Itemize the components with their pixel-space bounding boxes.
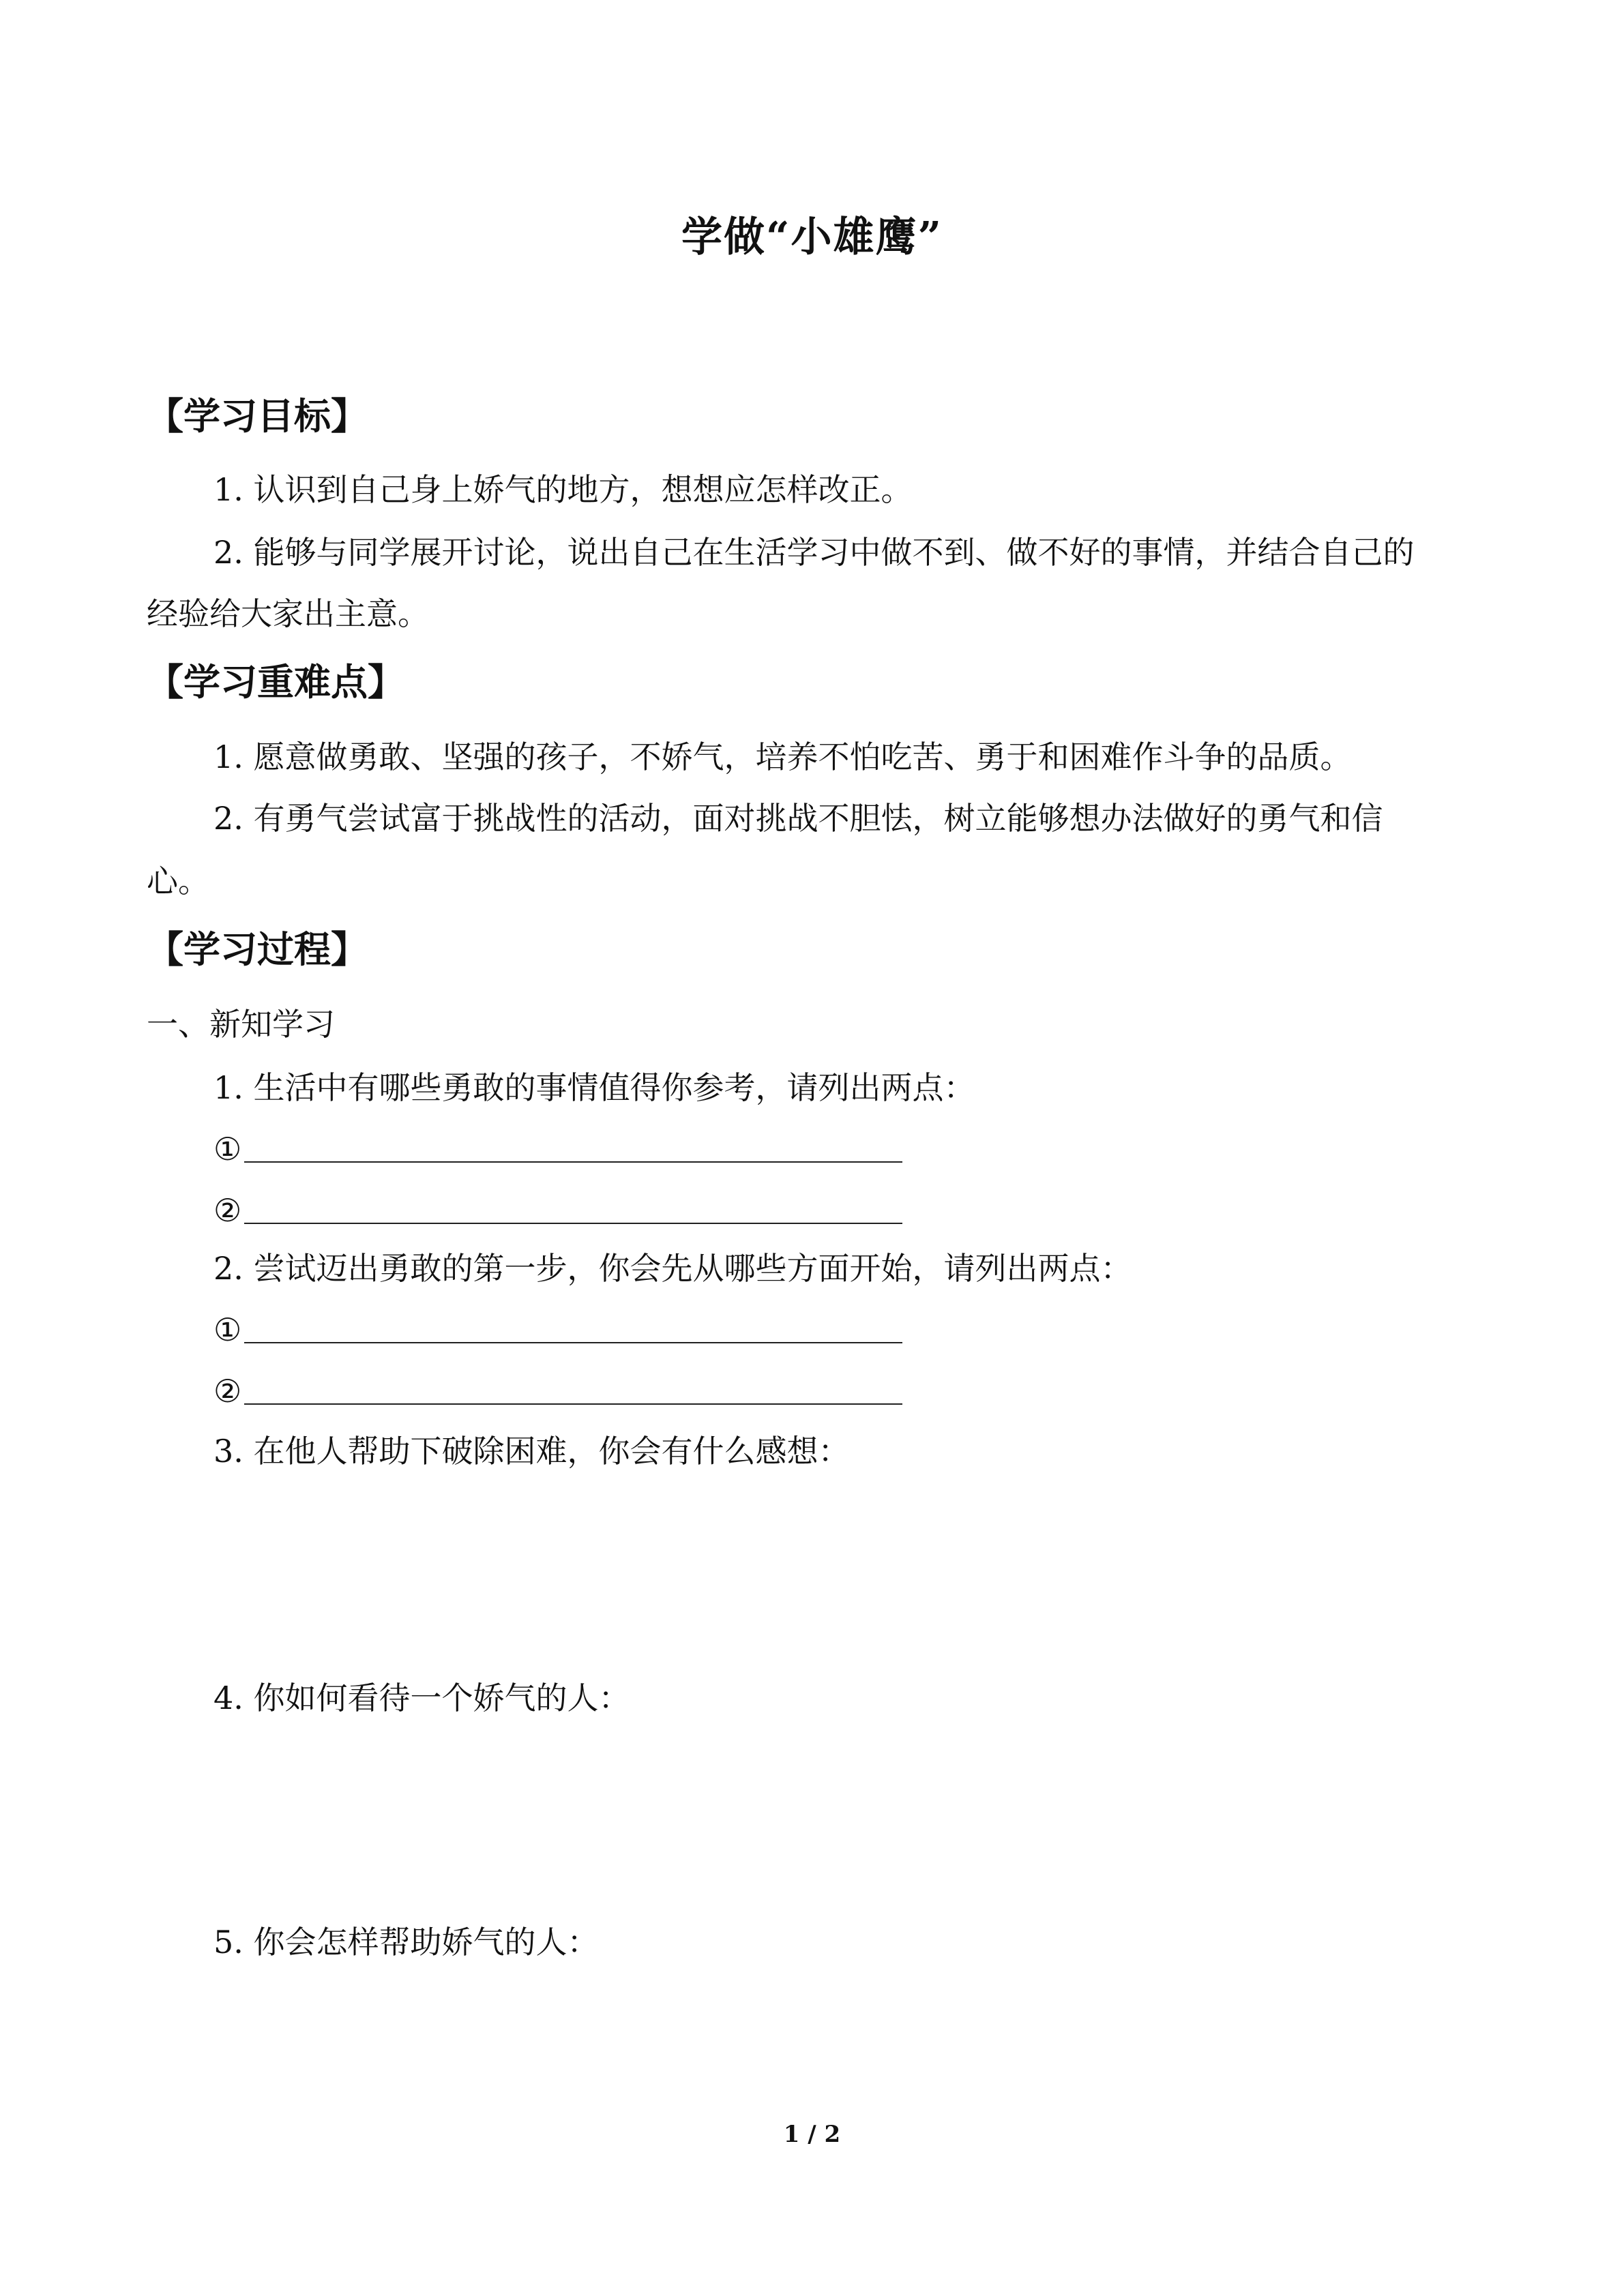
- answer-line-q1-2[interactable]: [213, 1190, 902, 1231]
- answer-line-q2-1[interactable]: [213, 1309, 902, 1350]
- page-title: 学做“小雄鹰”: [681, 213, 943, 261]
- circled-number-1: ①: [213, 1131, 242, 1167]
- question-2: 2. 尝试迈出勇敢的第一步，你会先从哪些方面开始，请列出两点：: [213, 1250, 1132, 1287]
- answer-underline: [244, 1221, 902, 1224]
- circled-number-2: ②: [213, 1373, 242, 1410]
- circled-number-1: ①: [213, 1311, 242, 1348]
- answer-line-q2-2[interactable]: [213, 1371, 902, 1412]
- section-heading-process: 【学习过程】: [147, 928, 368, 971]
- key-point-item-2: 2. 有勇气尝试富于挑战性的活动，面对挑战不胆怯，树立能够想办法做好的勇气和信: [213, 800, 1383, 837]
- answer-underline: [244, 1160, 902, 1163]
- goal-item-2: 2. 能够与同学展开讨论，说出自己在生活学习中做不到、做不好的事情，并结合自己的: [213, 534, 1415, 571]
- question-4: 4. 你如何看待一个娇气的人：: [213, 1680, 630, 1716]
- key-point-item-2-continued: 心。: [147, 863, 209, 899]
- page-number: 1 / 2: [783, 2121, 841, 2148]
- section-heading-goals: 【学习目标】: [147, 395, 368, 438]
- goal-item-2-continued: 经验给大家出主意。: [147, 595, 429, 632]
- answer-line-q1-1[interactable]: [213, 1129, 902, 1169]
- section-heading-key-points: 【学习重难点】: [147, 661, 404, 704]
- answer-underline: [244, 1341, 902, 1343]
- question-1: 1. 生活中有哪些勇敢的事情值得你参考，请列出两点：: [213, 1069, 975, 1106]
- answer-underline: [244, 1402, 902, 1405]
- question-3: 3. 在他人帮助下破除困难，你会有什么感想：: [213, 1433, 850, 1470]
- key-point-item-1: 1. 愿意做勇敢、坚强的孩子，不娇气，培养不怕吃苦、勇于和困难作斗争的品质。: [213, 739, 1352, 775]
- circled-number-2: ②: [213, 1192, 242, 1229]
- question-5: 5. 你会怎样帮助娇气的人：: [213, 1924, 599, 1960]
- process-subheading: 一、新知学习: [147, 1006, 335, 1043]
- goal-item-1: 1. 认识到自己身上娇气的地方，想想应怎样改正。: [213, 471, 913, 508]
